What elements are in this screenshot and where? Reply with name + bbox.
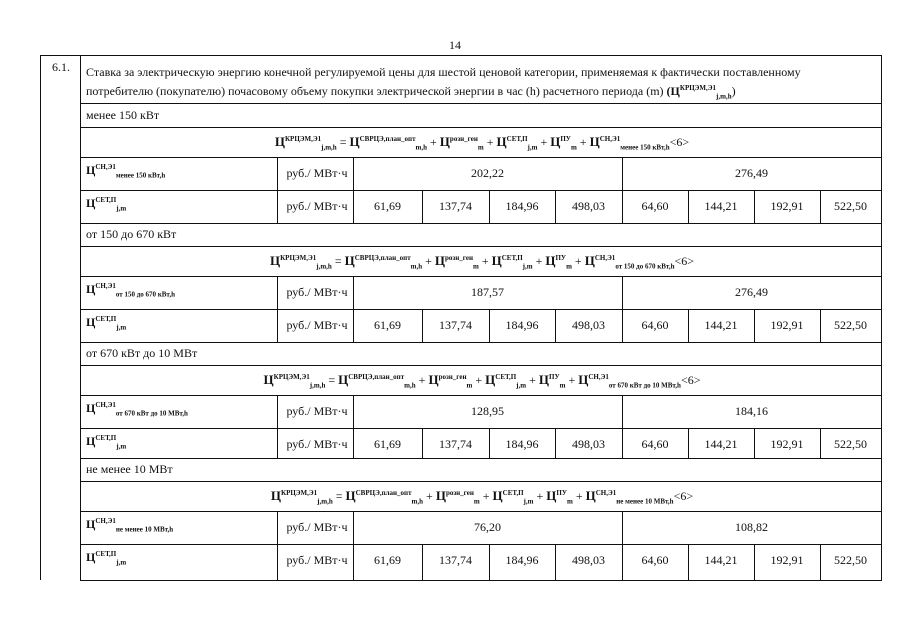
group-label: от 670 кВт до 10 МВт: [86, 346, 198, 360]
table-border-left: [40, 55, 41, 580]
formula-term-base: Ц: [585, 488, 596, 503]
row-line-label: [80, 481, 882, 482]
formula-note: <6>: [673, 489, 694, 503]
symbol-base: Ц: [86, 401, 96, 415]
group-label: не менее 10 МВт: [86, 462, 173, 476]
network-symbol: [86, 550, 126, 566]
symbol-sub: от 150 до 670 кВт,h: [115, 290, 175, 299]
network-value: 522,50: [834, 553, 867, 567]
col-line-network: [422, 309, 423, 342]
col-line-network: [555, 309, 556, 342]
symbol-sup: СЕТ,П: [95, 550, 117, 558]
symbol-sup: СЕТ,П: [95, 196, 117, 204]
col-line-unit: [277, 511, 278, 580]
section-title: [86, 64, 876, 104]
row-line-rate: [80, 428, 882, 429]
formula-term-base: Ц: [550, 134, 561, 149]
network-value: 61,69: [374, 318, 401, 332]
col-line-network: [555, 190, 556, 223]
symbol-sup: СН,Э1: [95, 282, 116, 290]
network-value: 184,96: [505, 437, 539, 451]
network-value: 61,69: [374, 553, 401, 567]
formula-term-sub: j,m: [523, 497, 534, 506]
rate-value-1: 76,20: [474, 520, 501, 534]
col-line-network: [820, 190, 821, 223]
formula-lhs-sup: КРЦЭМ,Э1: [273, 373, 310, 381]
row-line-rate: [80, 190, 882, 191]
formula-eq: =: [335, 489, 343, 503]
formula-term-sup: розн_ген: [449, 135, 478, 143]
group-label: от 150 до 670 кВт: [86, 227, 177, 241]
tariff-formula: [82, 253, 882, 270]
formula-plus: +: [425, 254, 432, 268]
symbol-sup: СН,Э1: [95, 517, 116, 525]
network-value: 144,21: [704, 318, 738, 332]
formula-note: <6>: [674, 254, 695, 268]
col-line-network: [489, 309, 490, 342]
row-line-network: [80, 458, 882, 459]
network-value: 144,21: [704, 437, 738, 451]
rate-symbol: [86, 282, 175, 298]
formula-term-sub: j,m: [527, 143, 538, 152]
network-symbol: [86, 315, 126, 331]
formula-term-base: Ц: [338, 372, 349, 387]
formula-term-sup: СВРЦЭ,план_опт: [354, 254, 411, 262]
formula-term-sup: СЕТ,П: [502, 489, 524, 497]
formula-term-sup: розн_ген: [438, 373, 467, 381]
formula-term-base: Ц: [546, 488, 557, 503]
rate-value-2: 276,49: [735, 166, 768, 180]
col-line-network: [422, 428, 423, 458]
formula-term-base: Ц: [589, 134, 600, 149]
network-value: 498,03: [572, 437, 605, 451]
network-value: 498,03: [572, 199, 605, 213]
formula-plus: +: [535, 254, 543, 268]
formula-lhs-sup: КРЦЭМ,Э1: [280, 254, 317, 262]
formula-note: <6>: [669, 135, 690, 149]
formula-lhs: Ц: [263, 372, 274, 387]
formula-plus: +: [536, 489, 544, 503]
network-value: 522,50: [834, 437, 867, 451]
unit-label: руб./ МВт·ч: [286, 199, 348, 213]
network-value: 64,60: [641, 199, 669, 213]
row-line-formula: [80, 157, 882, 158]
formula-term-base: Ц: [434, 253, 446, 268]
col-line-values: [353, 511, 354, 580]
network-value: 64,60: [641, 553, 669, 567]
formula-plus: +: [430, 135, 437, 149]
col-line-network: [688, 309, 689, 342]
rate-value-1: 187,57: [471, 285, 504, 299]
rate-symbol: [86, 163, 165, 179]
formula-term-sub: от 670 кВт до 10 МВт,h: [608, 381, 681, 390]
formula-term-base: Ц: [439, 134, 450, 149]
formula-term-base: Ц: [491, 253, 502, 268]
formula-term-base: Ц: [344, 253, 355, 268]
col-line-network: [820, 309, 821, 342]
rate-value-1: 128,95: [471, 404, 504, 418]
formula-term-sup: розн_ген: [445, 254, 473, 262]
formula-lhs-sub: j,m,h: [321, 143, 337, 152]
unit-label: руб./ МВт·ч: [286, 553, 348, 567]
formula-term-sub: j,m: [522, 262, 533, 271]
col-line-network: [754, 190, 755, 223]
formula-term-sub: m: [473, 262, 479, 271]
rate-value-2: 184,16: [735, 404, 768, 418]
unit-label: руб./ МВт·ч: [286, 404, 348, 418]
formula-term-base: Ц: [435, 488, 446, 503]
formula-plus: +: [579, 135, 587, 149]
formula-term-sup: СЕТ,П: [506, 135, 528, 143]
col-line-unit: [277, 395, 278, 458]
col-line-network: [489, 428, 490, 458]
symbol-base: Ц: [86, 196, 96, 210]
formula-note: <6>: [680, 373, 701, 387]
formula-term-base: Ц: [428, 372, 439, 387]
formula-term-sub: от 150 до 670 кВт,h: [615, 262, 675, 271]
symbol-sub: от 670 кВт до 10 МВт,h: [115, 409, 188, 418]
network-value: 184,96: [505, 318, 539, 332]
formula-term-base: Ц: [485, 372, 496, 387]
formula-term-base: Ц: [545, 253, 556, 268]
network-value: 498,03: [572, 553, 605, 567]
formula-term-sup: СЕТ,П: [501, 254, 523, 262]
network-value: 192,91: [770, 553, 804, 567]
table-border-top: [40, 55, 882, 56]
tariff-formula: [82, 488, 882, 505]
col-line-network: [422, 544, 423, 580]
group-label: менее 150 кВт: [86, 108, 160, 122]
row-line-rate: [80, 544, 882, 545]
formula-lhs-sub: j,m,h: [309, 381, 326, 390]
formula-term-sub: m,h: [404, 381, 416, 390]
symbol-base: Ц: [86, 282, 96, 296]
unit-label: руб./ МВт·ч: [286, 437, 348, 451]
formula-eq: =: [328, 373, 336, 387]
symbol-sup: СЕТ,П: [95, 434, 117, 442]
col-line-mid: [622, 511, 623, 580]
network-value: 192,91: [770, 437, 804, 451]
formula-term-sup: СН,Э1: [594, 254, 616, 262]
network-value: 144,21: [704, 199, 738, 213]
formula-term-base: Ц: [496, 134, 507, 149]
formula-term-sub: m,h: [415, 143, 428, 152]
formula-term-sub: m: [559, 381, 566, 390]
symbol-sup: СН,Э1: [95, 401, 116, 409]
formula-term-base: Ц: [349, 134, 360, 149]
formula-term-base: Ц: [538, 372, 549, 387]
col-line-network: [754, 309, 755, 342]
formula-plus: +: [418, 373, 426, 387]
row-line-label: [80, 246, 882, 247]
network-symbol: [86, 196, 126, 212]
row-line-network: [80, 342, 882, 343]
section-divider: [80, 55, 81, 580]
section-title-line1: Ставка за электрическую энергию конечной регулируемой цены для шестой ценовой категории, применяемая к фактически поставленному: [86, 65, 801, 79]
section-title-line2: потребителю (покупателю) почасовому объему покупки электрической энергии в час (h) расчетного периода (m): [86, 84, 664, 98]
col-line-network: [688, 190, 689, 223]
col-line-network: [489, 544, 490, 580]
symbol-sup: СЕТ,П: [95, 315, 117, 323]
row-line-label: [80, 127, 882, 128]
formula-plus: +: [475, 373, 483, 387]
formula-term-sub: менее 150 кВт,h: [620, 143, 670, 152]
col-line-network: [422, 190, 423, 223]
network-value: 498,03: [572, 318, 605, 332]
network-value: 137,74: [439, 553, 472, 567]
formula-plus: +: [575, 489, 583, 503]
row-line-network: [80, 223, 882, 224]
row-line-formula: [80, 511, 882, 512]
symbol-base: Ц: [86, 315, 96, 329]
formula-term-sup: СЕТ,П: [495, 373, 517, 381]
rate-value-1: 202,22: [471, 166, 504, 180]
col-line-network: [754, 428, 755, 458]
col-line-network: [688, 428, 689, 458]
formula-lhs-sub: j,m,h: [316, 262, 332, 271]
col-line-network: [555, 428, 556, 458]
formula-term-sub: не менее 10 МВт,h: [616, 497, 674, 506]
network-value: 522,50: [834, 199, 867, 213]
section-title-symbol: $(Ц^{КРЦЭМ,Э1}_{j,m,h})$: [666, 84, 736, 101]
col-line-network: [555, 544, 556, 580]
symbol-sub: менее 150 кВт,h: [115, 171, 166, 180]
formula-term-sup: СВРЦЭ,план_опт: [355, 489, 412, 497]
formula-term-sup: ПУ: [556, 489, 567, 497]
formula-term-sub: m: [566, 497, 573, 506]
section-number: 6.1.: [52, 60, 70, 74]
network-value: 184,96: [505, 199, 539, 213]
formula-term-base: Ц: [584, 253, 595, 268]
formula-plus: +: [481, 254, 489, 268]
symbol-base: Ц: [86, 550, 96, 564]
symbol-base: Ц: [86, 434, 96, 448]
network-value: 61,69: [374, 437, 401, 451]
rate-symbol: [86, 517, 173, 533]
rate-value-2: 108,82: [735, 520, 768, 534]
network-value: 61,69: [374, 199, 401, 213]
network-value: 522,50: [834, 318, 867, 332]
rate-symbol: [86, 401, 188, 417]
row-line-network: [80, 580, 882, 581]
symbol-base: Ц: [86, 163, 96, 177]
formula-term-sub: m: [473, 497, 480, 506]
page-number: 14: [449, 38, 461, 52]
symbol-sub: j,m: [116, 442, 127, 451]
formula-term-sup: розн_ген: [445, 489, 474, 497]
formula-term-sub: m,h: [411, 497, 424, 506]
network-value: 184,96: [505, 553, 539, 567]
formula-plus: +: [540, 135, 548, 149]
network-value: 64,60: [641, 437, 669, 451]
formula-lhs-sub: j,m,h: [317, 497, 333, 506]
network-value: 192,91: [770, 199, 804, 213]
formula-plus: +: [568, 373, 576, 387]
formula-term-sub: m: [466, 381, 473, 390]
symbol-base: Ц: [86, 517, 96, 531]
formula-term-sup: СВРЦЭ,план_опт: [359, 135, 416, 143]
formula-term-sub: m: [566, 262, 572, 271]
formula-plus: +: [426, 489, 433, 503]
formula-term-base: Ц: [578, 372, 589, 387]
row-line-formula: [80, 276, 882, 277]
symbol-sub: j,m: [116, 558, 127, 567]
network-value: 137,74: [439, 199, 472, 213]
formula-plus: +: [486, 135, 494, 149]
formula-term-sup: СН,Э1: [595, 489, 617, 497]
symbol-sub: j,m: [116, 323, 127, 332]
symbol-sup: СН,Э1: [95, 163, 116, 171]
tariff-formula: [82, 372, 882, 389]
symbol-sub: j,m: [116, 204, 127, 213]
formula-term-sup: ПУ: [555, 254, 567, 262]
network-value: 64,60: [641, 318, 669, 332]
network-value: 137,74: [439, 437, 472, 451]
row-line-rate: [80, 309, 882, 310]
network-value: 144,21: [704, 553, 738, 567]
formula-term-sup: СН,Э1: [599, 135, 621, 143]
formula-eq: =: [339, 135, 347, 149]
formula-lhs: Ц: [269, 253, 281, 268]
formula-plus: +: [574, 254, 582, 268]
unit-label: руб./ МВт·ч: [286, 318, 348, 332]
col-line-network: [820, 544, 821, 580]
unit-label: руб./ МВт·ч: [286, 166, 348, 180]
formula-lhs: Ц: [274, 134, 285, 149]
unit-label: руб./ МВт·ч: [286, 285, 348, 299]
formula-term-base: Ц: [345, 488, 356, 503]
network-value: 192,91: [770, 318, 804, 332]
formula-term-sub: m: [477, 143, 484, 152]
col-line-network: [489, 190, 490, 223]
formula-term-sup: СН,Э1: [588, 373, 609, 381]
unit-label: руб./ МВт·ч: [286, 520, 348, 534]
col-line-network: [820, 428, 821, 458]
formula-term-sup: СВРЦЭ,план_опт: [348, 373, 405, 381]
formula-term-sub: m,h: [410, 262, 423, 271]
formula-plus: +: [482, 489, 490, 503]
row-line-formula: [80, 395, 882, 396]
row-line-label: [80, 365, 882, 366]
formula-eq: =: [334, 254, 342, 268]
col-line-network: [688, 544, 689, 580]
formula-term-base: Ц: [492, 488, 503, 503]
formula-lhs-sup: КРЦЭМ,Э1: [281, 489, 318, 497]
formula-plus: +: [529, 373, 536, 387]
formula-term-sub: m: [570, 143, 577, 152]
formula-term-sup: ПУ: [549, 373, 560, 381]
col-line-network: [754, 544, 755, 580]
network-value: 137,74: [439, 318, 472, 332]
formula-term-sup: ПУ: [560, 135, 571, 143]
formula-term-sub: j,m: [516, 381, 527, 390]
formula-lhs-sup: КРЦЭМ,Э1: [284, 135, 322, 143]
symbol-sub: не менее 10 МВт,h: [115, 525, 174, 534]
network-symbol: [86, 434, 126, 450]
rate-value-2: 276,49: [735, 285, 768, 299]
formula-lhs: Ц: [270, 488, 281, 503]
tariff-formula: [82, 134, 882, 151]
